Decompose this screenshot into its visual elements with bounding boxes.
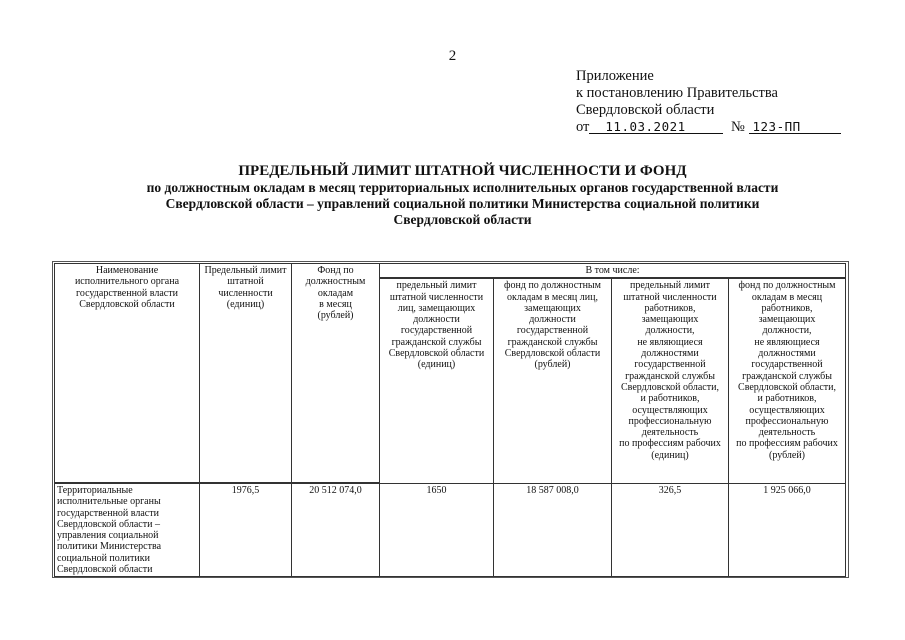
row-limit-other: 326,5	[612, 483, 729, 577]
row-limit: 1976,5	[200, 483, 292, 577]
row-fund: 20 512 074,0	[292, 483, 380, 577]
number-prefix: №	[731, 119, 745, 135]
row-name: Территориальные исполнительные органы государственной власти Свердловской области – управления социальной политики Министерства социальной политики Свердловской области	[55, 483, 200, 577]
header-fund-civil: фонд по должностным окладам в месяц лиц, замещающих должности государственной гражданской службы Свердловской области (рублей)	[494, 278, 612, 483]
header-including: В том числе:	[380, 264, 846, 279]
header-name: Наименование исполнительного органа государственной власти Свердловской области	[55, 264, 200, 484]
appendix-date-number	[576, 119, 841, 136]
title-sub-2: Свердловской области – управлений социальной политики Министерства социальной политики	[165, 196, 760, 211]
row-limit-civil: 1650	[380, 483, 494, 577]
header-fund-other: фонд по должностным окладам в месяц работников, замещающих должности, не являющиеся должностями государственной гражданской службы Свердловской области, и работников, осуществляющих профессиональную деятельность по профессиям рабочих (рублей)	[729, 278, 846, 483]
title-sub-1: по должностным окладам в месяц территориальных исполнительных органов государственной власти	[146, 180, 779, 195]
header-limit-other: предельный лимит штатной численности работников, замещающих должности, не являющиеся должностями государственной гражданской службы Свердловской области, и работников, осуществляющих профессиональную деятельность по профессиям рабочих (единиц)	[612, 278, 729, 483]
document-title	[60, 163, 865, 228]
header-limit: Предельный лимит штатной численности (единиц)	[200, 264, 292, 484]
decree-number: 123-ПП	[749, 120, 841, 134]
row-fund-other: 1 925 066,0	[729, 483, 846, 577]
date-prefix: от	[576, 119, 590, 135]
table-header-row	[55, 264, 846, 279]
appendix-title: Приложение	[576, 68, 654, 84]
appendix-block	[576, 68, 841, 136]
title-sub-3: Свердловской области	[393, 212, 532, 227]
decree-date: 11.03.2021	[589, 120, 723, 134]
header-fund: Фонд по должностным окладам в месяц (рублей)	[292, 264, 380, 484]
appendix-decree: к постановлению Правительства	[576, 85, 778, 101]
header-limit-civil: предельный лимит штатной численности лиц, замещающих должности государственной гражданской службы Свердловской области (единиц)	[380, 278, 494, 483]
title-main: ПРЕДЕЛЬНЫЙ ЛИМИТ ШТАТНОЙ ЧИСЛЕННОСТИ И ФОНД	[238, 163, 687, 179]
table-row	[55, 483, 846, 577]
limits-table	[54, 263, 846, 577]
appendix-region: Свердловской области	[576, 102, 715, 118]
page-number: 2	[448, 48, 457, 64]
row-fund-civil: 18 587 008,0	[494, 483, 612, 577]
